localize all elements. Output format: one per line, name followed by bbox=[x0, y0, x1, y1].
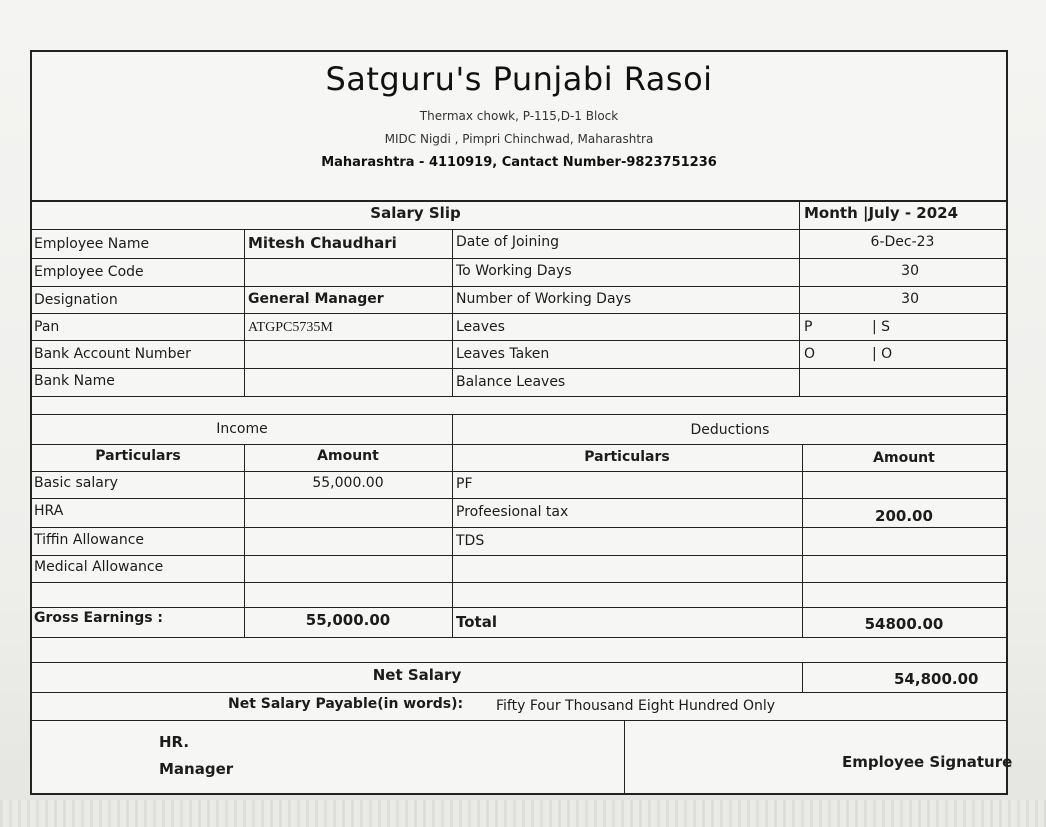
salary-slip-title: Salary Slip bbox=[370, 204, 461, 222]
row-line bbox=[32, 229, 1006, 230]
salary-slip bbox=[30, 50, 1013, 795]
income-col-particulars: Particulars bbox=[95, 448, 181, 464]
net-salary-words: Fifty Four Thousand Eight Hundred Only bbox=[496, 698, 776, 714]
leaves-label: Leaves bbox=[456, 319, 505, 335]
total-label: Total bbox=[456, 613, 497, 631]
row-line bbox=[32, 498, 1006, 499]
row-line bbox=[32, 368, 1006, 369]
deductions-heading: Deductions bbox=[690, 422, 770, 438]
hr-label: HR. bbox=[159, 733, 190, 751]
income-item-label: Basic salary bbox=[34, 475, 118, 491]
col-line bbox=[802, 444, 803, 637]
manager-label: Manager bbox=[159, 760, 234, 778]
pan-value: ATGPC5735M bbox=[248, 320, 333, 335]
deduction-item-label: TDS bbox=[456, 533, 485, 549]
deductions-col-particulars: Particulars bbox=[584, 449, 670, 465]
working-days-label: Number of Working Days bbox=[456, 291, 632, 307]
total-amount: 54800.00 bbox=[864, 615, 944, 633]
company-header bbox=[32, 52, 1006, 202]
row-line bbox=[32, 471, 1006, 472]
col-line bbox=[244, 229, 245, 396]
net-salary-words-label: Net Salary Payable(in words): bbox=[228, 696, 464, 712]
row-line bbox=[32, 720, 1006, 721]
col-line bbox=[802, 662, 803, 692]
employee-name-label: Employee Name bbox=[34, 236, 150, 252]
row-line bbox=[32, 258, 1006, 259]
row-line bbox=[32, 662, 1006, 663]
row-line bbox=[32, 444, 1006, 445]
pan-label: Pan bbox=[34, 319, 60, 335]
income-item-amount: 55,000.00 bbox=[312, 475, 384, 491]
net-salary-label: Net Salary bbox=[372, 666, 462, 684]
income-item-label: Medical Allowance bbox=[34, 559, 164, 575]
row-line bbox=[32, 692, 1006, 693]
designation-value: General Manager bbox=[248, 291, 384, 307]
total-days-value: 30 bbox=[901, 263, 919, 279]
leaves-taken-p: O bbox=[804, 346, 816, 362]
income-col-amount: Amount bbox=[317, 448, 379, 464]
row-line bbox=[32, 607, 1006, 608]
row-line bbox=[32, 555, 1006, 556]
working-days-value: 30 bbox=[901, 291, 919, 307]
company-name: Satguru's Punjabi Rasoi bbox=[325, 60, 713, 98]
col-line bbox=[244, 444, 245, 637]
leaves-s: | S bbox=[872, 319, 891, 335]
company-address-line3: Maharashtra - 4110919, Cantact Number-9823751236 bbox=[321, 155, 717, 170]
row-line bbox=[32, 396, 1006, 397]
leaves-taken-s: | O bbox=[872, 346, 893, 362]
row-line bbox=[32, 527, 1006, 528]
col-line bbox=[452, 414, 453, 637]
designation-label: Designation bbox=[34, 292, 118, 308]
deductions-col-amount: Amount bbox=[873, 450, 935, 466]
company-address-line2: MIDC Nigdi , Pimpri Chinchwad, Maharashtra bbox=[384, 132, 654, 146]
salary-month: Month |July - 2024 bbox=[804, 204, 959, 222]
employee-code-label: Employee Code bbox=[34, 264, 144, 280]
gross-earnings-label: Gross Earnings : bbox=[34, 610, 164, 626]
row-line bbox=[32, 313, 1006, 314]
total-days-label: To Working Days bbox=[456, 263, 572, 279]
bank-name-label: Bank Name bbox=[34, 373, 115, 389]
col-line bbox=[799, 229, 800, 396]
col-line bbox=[624, 720, 625, 795]
doj-value: 6-Dec-23 bbox=[870, 234, 935, 250]
col-line bbox=[452, 229, 453, 396]
income-heading: Income bbox=[216, 421, 268, 437]
deduction-item-label: Profeesional tax bbox=[456, 504, 569, 520]
employee-signature-label: Employee Signature bbox=[842, 753, 1013, 771]
row-line bbox=[32, 414, 1006, 415]
gross-earnings-amount: 55,000.00 bbox=[305, 611, 391, 629]
row-line bbox=[32, 286, 1006, 287]
leaves-taken-label: Leaves Taken bbox=[456, 346, 550, 362]
row-line bbox=[32, 582, 1006, 583]
balance-leaves-label: Balance Leaves bbox=[456, 374, 566, 390]
company-address-line1: Thermax chowk, P-115,D-1 Block bbox=[419, 109, 619, 123]
bank-account-label: Bank Account Number bbox=[34, 346, 191, 362]
doj-label: Date of Joining bbox=[456, 234, 559, 250]
deduction-item-amount: 200.00 bbox=[875, 507, 933, 525]
net-salary-amount: 54,800.00 bbox=[894, 670, 979, 688]
scan-noise bbox=[0, 800, 1046, 827]
row-line bbox=[32, 637, 1006, 638]
employee-name: Mitesh Chaudhari bbox=[248, 234, 397, 252]
row-line bbox=[32, 340, 1006, 341]
deduction-item-label: PF bbox=[456, 476, 473, 492]
leaves-p: P bbox=[804, 319, 813, 335]
income-item-label: Tiffin Allowance bbox=[34, 532, 145, 548]
income-item-label: HRA bbox=[34, 503, 64, 519]
